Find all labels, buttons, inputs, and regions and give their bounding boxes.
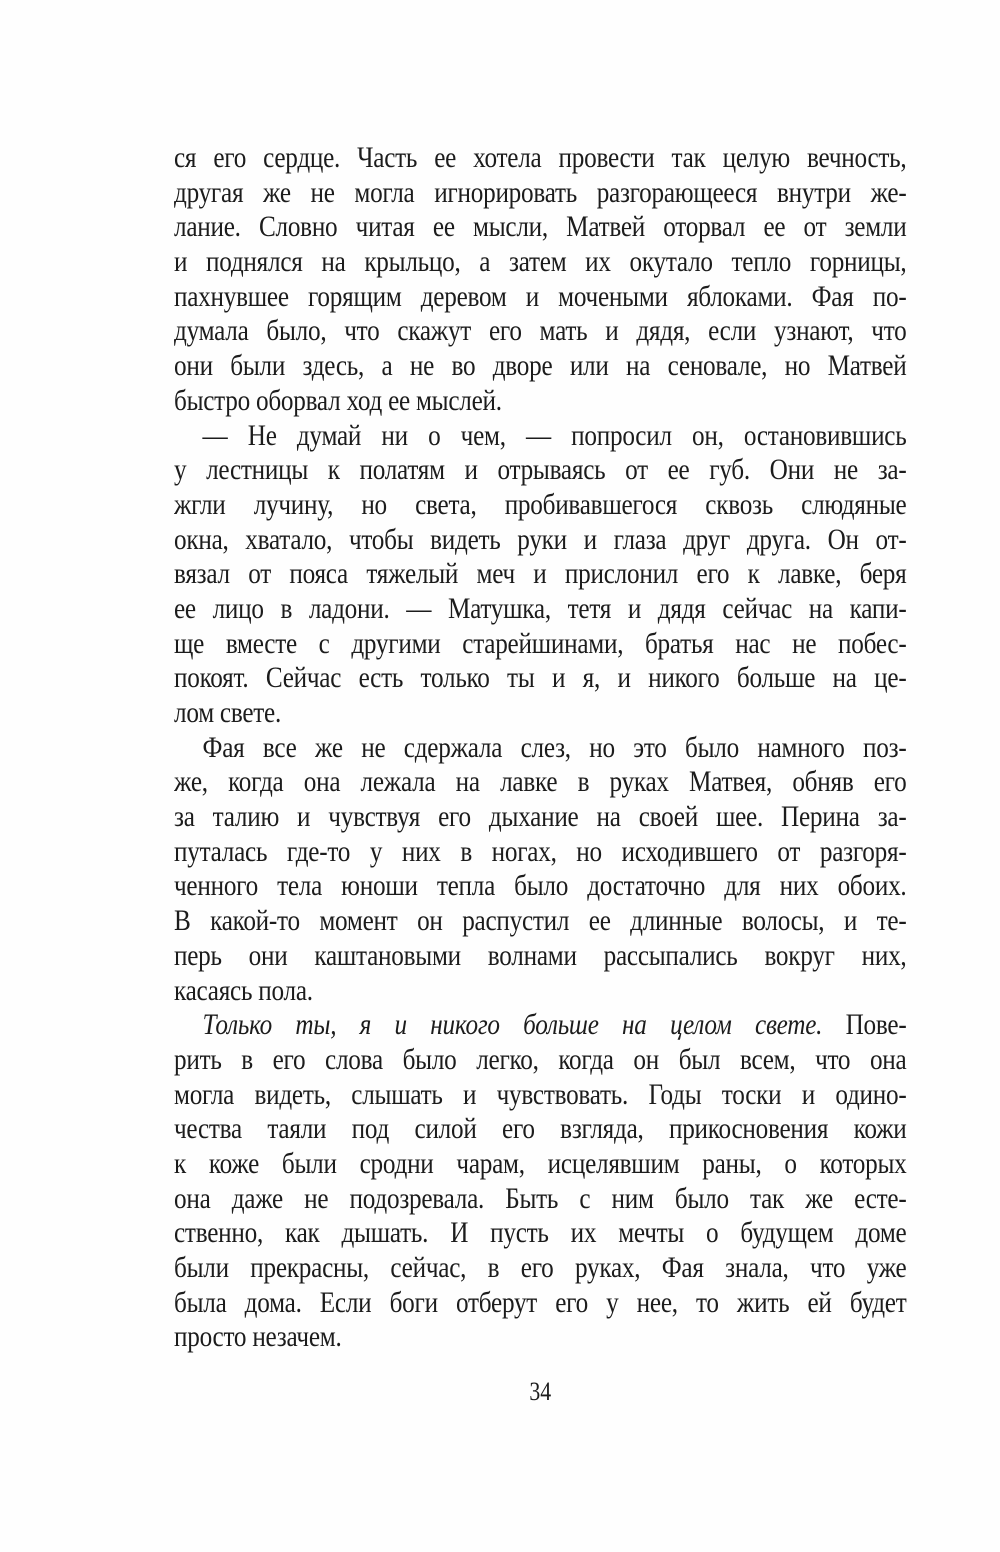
text-line: Фая все же не сдержала слез, но это было намного поз- <box>202 730 907 764</box>
paragraph <box>174 141 906 419</box>
text-line: же, когда она лежала на лавке в руках Матвея, обняв его <box>174 765 907 799</box>
text-line: чества таяли под силой его взгляда, прикосновения кожи <box>174 1112 907 1146</box>
text-line: и поднялся на крыльцо, а затем их окутало тепло горницы, <box>174 245 907 279</box>
text-line: путалась где-то у них в ногах, но исходившего от разгоря- <box>174 834 907 868</box>
text-line: рить в его слова было легко, когда он был всем, что она <box>174 1042 907 1076</box>
paragraph <box>174 731 906 1009</box>
text-line: могла видеть, слышать и чувствовать. Годы тоски и одино- <box>174 1077 907 1111</box>
text-line: касаясь пола. <box>174 973 313 1007</box>
text-line: она даже не подозревала. Быть с ним было так же есте- <box>174 1181 907 1215</box>
regular-text: Пове- <box>822 1008 907 1042</box>
text-line: быстро оборвал ход ее мыслей. <box>174 383 502 417</box>
text-line: В какой-то момент он распустил ее длинные волосы, и те- <box>174 904 907 938</box>
text-line: они были здесь, а не во дворе или на сеновале, но Матвей <box>174 349 907 383</box>
text-line: ее лицо в ладони. — Матушка, тетя и дядя сейчас на капи- <box>174 591 907 625</box>
text-line: была дома. Если боги отберут его у нее, то жить ей будет <box>174 1285 907 1319</box>
paragraph <box>174 419 906 731</box>
text-line: — Не думай ни о чем, — попросил он, остановившись <box>202 418 907 452</box>
text-line: были прекрасны, сейчас, в его руках, Фая знала, что уже <box>174 1251 907 1284</box>
text-block <box>174 141 906 1355</box>
text-line: перь они каштановыми волнами рассыпались вокруг них, <box>174 938 907 972</box>
text-line: к коже были сродни чарам, исцелявшим раны, о которых <box>174 1146 907 1180</box>
italic-text: Только ты, я и никого больше на целом свете. <box>202 1008 823 1042</box>
text-line <box>174 1008 906 1043</box>
text-line: покоят. Сейчас есть только ты и я, и никого больше на це- <box>174 661 907 695</box>
page-footer <box>174 1377 906 1407</box>
text-line: вязал от пояса тяжелый меч и прислонил его к лавке, беря <box>174 557 907 591</box>
text-line: жгли лучину, но света, пробивавшегося сквозь слюдяные <box>174 487 907 521</box>
text-line: лание. Словно читая ее мысли, Матвей оторвал ее от земли <box>174 210 907 244</box>
text-line: другая же не могла игнорировать разгорающееся внутри же- <box>174 175 907 209</box>
text-line: за талию и чувствуя его дыхание на своей шее. Перина за- <box>174 800 907 834</box>
text-line: окна, хватало, чтобы видеть руки и глаза друг друга. Он от- <box>174 522 907 556</box>
text-line: думала было, что скажут его мать и дядя, если узнают, что <box>174 314 907 348</box>
text-line: лом свете. <box>174 696 282 729</box>
text-line: просто незачем. <box>174 1320 342 1354</box>
text-line: у лестницы к полатям и отрываясь от ее губ. Они не за- <box>174 453 907 487</box>
paragraph <box>174 1008 906 1355</box>
text-line: пахнувшее горящим деревом и мочеными яблоками. Фая по- <box>174 279 907 313</box>
text-line: ченного тела юноши тепла было достаточно для них обоих. <box>174 869 907 903</box>
text-line: ще вместе с другими старейшинами, братья нас не побес- <box>174 626 907 660</box>
text-line: ственно, как дышать. И пусть их мечты о будущем доме <box>174 1216 907 1250</box>
page-number: 34 <box>529 1377 552 1406</box>
text-line: ся его сердце. Часть ее хотела провести так целую вечность, <box>174 141 907 174</box>
